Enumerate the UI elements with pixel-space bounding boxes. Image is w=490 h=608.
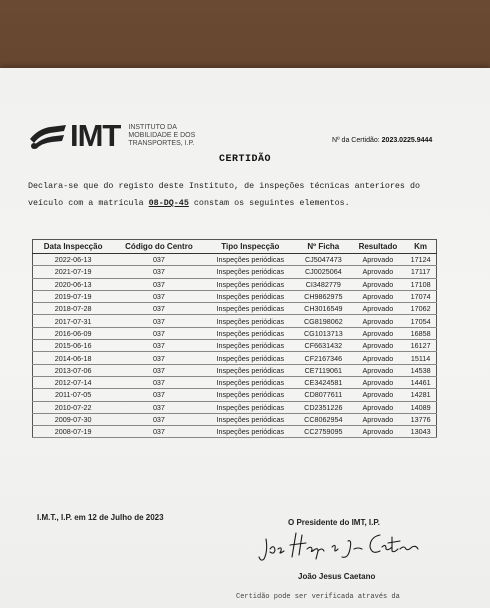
table-row bbox=[33, 327, 437, 339]
cell-center-code: 037 bbox=[113, 278, 204, 290]
cell-km: 13776 bbox=[405, 413, 436, 425]
table-header-row bbox=[33, 240, 437, 254]
cell-result: Aprovado bbox=[351, 327, 406, 339]
header-km: Km bbox=[405, 240, 436, 254]
cell-center-code: 037 bbox=[113, 340, 204, 352]
cell-result: Aprovado bbox=[351, 315, 406, 327]
header-sheet-number: Nº Ficha bbox=[296, 240, 351, 254]
cell-km: 14538 bbox=[405, 364, 436, 376]
intro-text-after: constam os seguintes elementos. bbox=[193, 198, 350, 208]
verification-footnote: Certidão pode ser verificada através da bbox=[236, 593, 400, 601]
certificate-number-value: 2023.0225.9444 bbox=[381, 137, 433, 144]
cell-center-code: 037 bbox=[113, 327, 204, 339]
cell-km: 17074 bbox=[405, 290, 436, 302]
cell-result: Aprovado bbox=[351, 352, 406, 364]
cell-center-code: 037 bbox=[113, 413, 204, 425]
cell-result: Aprovado bbox=[351, 376, 406, 388]
table-row bbox=[33, 413, 437, 425]
logo-subtitle: INSTITUTO DA MOBILIDADE E DOS TRANSPORTES, I.P. bbox=[128, 124, 196, 147]
header-center-code: Código do Centro bbox=[113, 240, 204, 254]
cell-sheet-number: CJ0025064 bbox=[296, 266, 351, 278]
certificate-number-label: Nº da Certidão: bbox=[332, 137, 380, 144]
cell-date: 2020-06-13 bbox=[33, 278, 114, 290]
cell-sheet-number: CE3424581 bbox=[296, 376, 351, 388]
cell-center-code: 037 bbox=[113, 352, 204, 364]
cell-km: 15114 bbox=[405, 352, 436, 364]
cell-type: Inspeções periódicas bbox=[205, 352, 296, 364]
cell-type: Inspeções periódicas bbox=[205, 401, 296, 413]
cell-sheet-number: CC2759095 bbox=[296, 426, 351, 438]
cell-center-code: 037 bbox=[113, 266, 204, 278]
cell-km: 13043 bbox=[405, 426, 436, 438]
cell-date: 2016-06-09 bbox=[33, 327, 114, 339]
cell-center-code: 037 bbox=[113, 303, 204, 315]
cell-km: 17108 bbox=[405, 278, 436, 290]
cell-result: Aprovado bbox=[351, 278, 406, 290]
cell-center-code: 037 bbox=[113, 389, 204, 401]
cell-center-code: 037 bbox=[113, 426, 204, 438]
table-row bbox=[33, 401, 437, 413]
cell-sheet-number: CE7119061 bbox=[296, 364, 351, 376]
cell-sheet-number: CF2167346 bbox=[296, 352, 351, 364]
certificate-number bbox=[332, 137, 432, 144]
cell-type: Inspeções periódicas bbox=[205, 327, 296, 339]
cell-sheet-number: CF6631432 bbox=[296, 340, 351, 352]
table-row bbox=[33, 278, 437, 290]
cell-km: 17124 bbox=[405, 254, 436, 266]
cell-km: 14089 bbox=[405, 401, 436, 413]
table-row bbox=[33, 389, 437, 401]
cell-type: Inspeções periódicas bbox=[205, 364, 296, 376]
inspection-table bbox=[32, 239, 437, 438]
cell-sheet-number: CG8198062 bbox=[296, 315, 351, 327]
cell-km: 17117 bbox=[405, 266, 436, 278]
cell-date: 2022-06-13 bbox=[33, 254, 114, 266]
place-date: I.M.T., I.P. em 12 de Julho de 2023 bbox=[37, 513, 164, 522]
cell-sheet-number: CH9862975 bbox=[296, 290, 351, 302]
cell-date: 2021-07-19 bbox=[33, 266, 114, 278]
signer-name: João Jesus Caetano bbox=[298, 572, 376, 581]
cell-type: Inspeções periódicas bbox=[205, 426, 296, 438]
cell-result: Aprovado bbox=[351, 254, 406, 266]
table-row bbox=[33, 364, 437, 376]
table-row bbox=[33, 266, 437, 278]
cell-km: 14281 bbox=[405, 389, 436, 401]
cell-center-code: 037 bbox=[113, 401, 204, 413]
cell-date: 2019-07-19 bbox=[33, 290, 114, 302]
page-title: CERTIDÃO bbox=[218, 154, 271, 165]
cell-type: Inspeções periódicas bbox=[205, 413, 296, 425]
president-title: O Presidente do IMT, I.P. bbox=[288, 518, 380, 527]
cell-type: Inspeções periódicas bbox=[205, 340, 296, 352]
cell-center-code: 037 bbox=[113, 376, 204, 388]
cell-date: 2011-07-05 bbox=[33, 389, 114, 401]
license-plate: 08-DQ-45 bbox=[148, 198, 189, 208]
table-row bbox=[33, 315, 437, 327]
cell-km: 17062 bbox=[405, 303, 436, 315]
cell-result: Aprovado bbox=[351, 290, 406, 302]
cell-type: Inspeções periódicas bbox=[205, 266, 296, 278]
cell-sheet-number: CH3016549 bbox=[296, 303, 351, 315]
cell-km: 16127 bbox=[405, 340, 436, 352]
cell-result: Aprovado bbox=[351, 303, 406, 315]
cell-km: 17054 bbox=[405, 315, 436, 327]
cell-result: Aprovado bbox=[351, 401, 406, 413]
cell-result: Aprovado bbox=[351, 413, 406, 425]
cell-date: 2010-07-22 bbox=[33, 401, 114, 413]
table-row bbox=[33, 290, 437, 302]
table-row bbox=[33, 254, 437, 266]
cell-result: Aprovado bbox=[351, 364, 406, 376]
intro-text-before: Declara-se que do registo deste Instituto, de inspeções técnicas anteriores do veículo com a matrícula bbox=[28, 181, 421, 208]
cell-km: 14461 bbox=[405, 376, 436, 388]
cell-type: Inspeções periódicas bbox=[205, 303, 296, 315]
cell-date: 2009-07-30 bbox=[33, 413, 114, 425]
cell-date: 2018-07-28 bbox=[33, 303, 114, 315]
cell-sheet-number: CJ5047473 bbox=[296, 254, 351, 266]
cell-sheet-number: CG1013713 bbox=[296, 327, 351, 339]
cell-center-code: 037 bbox=[113, 364, 204, 376]
table-row bbox=[33, 352, 437, 364]
cell-result: Aprovado bbox=[351, 389, 406, 401]
cell-center-code: 037 bbox=[113, 290, 204, 302]
cell-type: Inspeções periódicas bbox=[205, 315, 296, 327]
cell-sheet-number: CD2351226 bbox=[296, 401, 351, 413]
cell-km: 16858 bbox=[405, 327, 436, 339]
cell-result: Aprovado bbox=[351, 340, 406, 352]
header-result: Resultado bbox=[351, 240, 406, 254]
cell-sheet-number: CD8077611 bbox=[296, 389, 351, 401]
handwritten-signature bbox=[258, 527, 423, 565]
intro-paragraph bbox=[28, 178, 458, 212]
imt-logo bbox=[28, 118, 208, 154]
header-type: Tipo Inspecção bbox=[205, 240, 296, 254]
cell-date: 2008-07-19 bbox=[33, 426, 114, 438]
cell-result: Aprovado bbox=[351, 266, 406, 278]
cell-sheet-number: CC8062954 bbox=[296, 413, 351, 425]
cell-date: 2015-06-16 bbox=[33, 340, 114, 352]
cell-date: 2014-06-18 bbox=[33, 352, 114, 364]
logo-wordmark: IMT bbox=[70, 118, 121, 153]
table-row bbox=[33, 376, 437, 388]
imt-logo-icon bbox=[28, 121, 68, 151]
certificate-page bbox=[0, 68, 490, 608]
cell-result: Aprovado bbox=[351, 426, 406, 438]
cell-type: Inspeções periódicas bbox=[205, 278, 296, 290]
cell-date: 2017-07-31 bbox=[33, 315, 114, 327]
cell-date: 2012-07-14 bbox=[33, 376, 114, 388]
cell-date: 2013-07-06 bbox=[33, 364, 114, 376]
cell-sheet-number: CI3482779 bbox=[296, 278, 351, 290]
cell-center-code: 037 bbox=[113, 254, 204, 266]
table-row bbox=[33, 426, 437, 438]
cell-type: Inspeções periódicas bbox=[205, 254, 296, 266]
cell-center-code: 037 bbox=[113, 315, 204, 327]
cell-type: Inspeções periódicas bbox=[205, 290, 296, 302]
header-date: Data Inspecção bbox=[33, 240, 114, 254]
cell-type: Inspeções periódicas bbox=[205, 389, 296, 401]
cell-type: Inspeções periódicas bbox=[205, 376, 296, 388]
table-row bbox=[33, 303, 437, 315]
table-row bbox=[33, 340, 437, 352]
